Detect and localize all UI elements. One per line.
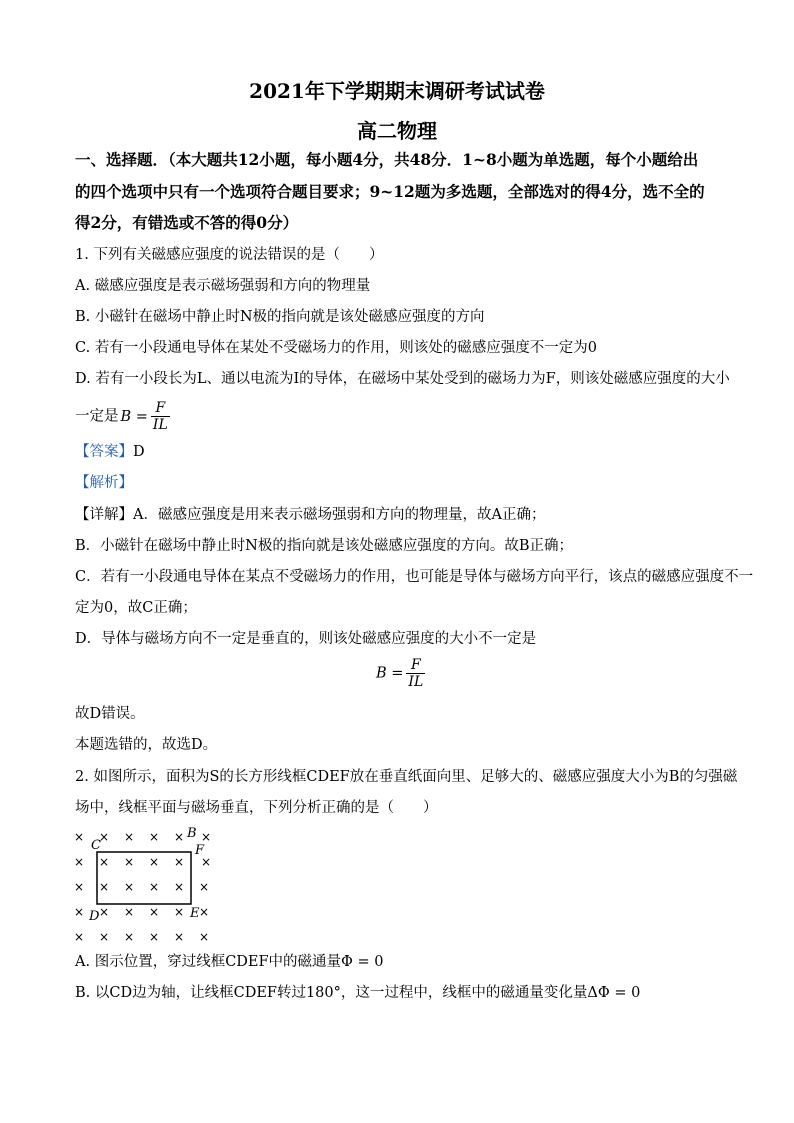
q1-detail-d: D．导体与磁场方向不一定是垂直的，则该处磁感应强度的大小不一定是 [75,631,537,647]
field-cross: × [73,830,85,844]
label-f: F [195,843,205,858]
section-heading-line-3: 得2分，有错选或不答的得0分） [75,213,299,232]
field-cross: × [123,880,135,894]
detail-tag: 【详解】 [75,507,133,523]
field-cross: × [200,855,212,869]
analysis-tag: 【解析】 [75,475,133,491]
q1-detail-c-line-1: C．若有一小段通电导体在某点不受磁场力的作用，也可能是导体与磁场方向平行，该点的磁感应强度不一 [75,569,754,585]
field-cross: × [73,930,85,944]
q1-formula-numerator: F [155,400,166,416]
q2-option-b: B. 以CD边为轴，让线框CDEF转过180°，这一过程中，线框中的磁通量变化量ΔΦ = 0 [75,985,641,1001]
field-cross: × [73,905,85,919]
field-cross: × [98,930,110,944]
q1-conclusion-2: 本题选错的，故选D。 [75,737,218,753]
q1-formula-denominator: IL [152,417,168,433]
label-c: C [91,838,101,853]
field-cross: × [73,880,85,894]
field-cross: × [123,930,135,944]
q1-stem: 1. 下列有关磁感应强度的说法错误的是（ ） [75,247,384,263]
q1-detail-c-line-2: 定为0，故C正确； [75,600,197,616]
field-cross: × [148,830,160,844]
field-cross: × [198,905,210,919]
eq-lhs: B = [376,665,404,682]
field-cross: × [73,855,85,869]
q2-stem-line-1: 2. 如图所示，面积为S的长方形线框CDEF放在垂直纸面向里、足够大的、磁感应强度大小为B的匀强磁 [75,769,738,785]
q1-option-d-line-1: D. 若有一小段长为L、通以电流为I的导体，在磁场中某处受到的磁场力为F，则该处磁感应强度的大小 [75,371,730,387]
section-heading-line-1: 一、选择题．（本大题共12小题，每小题4分，共48分．1~8小题为单选题，每个小题给出 [75,150,699,169]
label-b: B [187,826,197,841]
field-cross: × [173,880,185,894]
field-cross: × [98,905,110,919]
magnetic-field-diagram [70,824,230,946]
field-cross: × [173,855,185,869]
field-cross: × [173,930,185,944]
field-cross: × [198,930,210,944]
field-cross: × [98,830,110,844]
q1-answer-value: D [133,444,145,460]
field-cross: × [98,880,110,894]
q1-detail-a-text: A．磁感应强度是用来表示磁场强弱和方向的物理量，故A正确； [133,507,546,523]
q1-option-d-line-2 [75,400,170,433]
eq-fraction [406,657,425,690]
field-cross: × [173,830,185,844]
q1-display-equation [376,657,425,690]
eq-denominator: IL [408,674,424,690]
exam-title: 2021年下学期期末调研考试试卷 [249,79,545,103]
field-cross: × [200,830,212,844]
q1-detail-a [75,506,545,524]
q1-option-d-prefix: 一定是 [75,408,119,425]
field-cross: × [148,930,160,944]
q2-stem-line-2: 场中，线框平面与磁场垂直，下列分析正确的是（ ） [75,800,438,816]
field-cross: × [198,880,210,894]
field-cross: × [148,855,160,869]
field-cross: × [148,880,160,894]
field-cross: × [123,905,135,919]
field-cross: × [148,905,160,919]
field-cross: × [123,855,135,869]
q1-formula-fraction [151,400,170,433]
answer-tag: 【答案】 [75,444,133,460]
exam-subtitle: 高二物理 [357,119,437,143]
q1-answer-line [75,443,145,461]
eq-numerator: F [410,657,421,673]
label-e: E [190,906,200,921]
label-d: D [89,909,100,924]
q1-option-b: B. 小磁针在磁场中静止时N极的指向就是该处磁感应强度的方向 [75,309,485,325]
q1-conclusion-1: 故D错误。 [75,706,145,722]
q1-formula-lhs: B = [120,408,148,425]
field-cross: × [98,855,110,869]
q1-detail-b: B．小磁针在磁场中静止时N极的指向就是该处磁感应强度的方向。故B正确； [75,538,573,554]
section-heading-line-2: 的四个选项中只有一个选项符合题目要求；9~12题为多选题，全部选对的得4分，选不全的 [75,182,705,201]
q1-option-c: C. 若有一小段通电导体在某处不受磁场力的作用，则该处的磁感应强度不一定为0 [75,340,598,356]
q2-option-a: A. 图示位置，穿过线框CDEF中的磁通量Φ = 0 [75,954,384,970]
field-cross: × [173,905,185,919]
field-cross: × [123,830,135,844]
q1-option-a: A. 磁感应强度是表示磁场强弱和方向的物理量 [75,278,371,294]
